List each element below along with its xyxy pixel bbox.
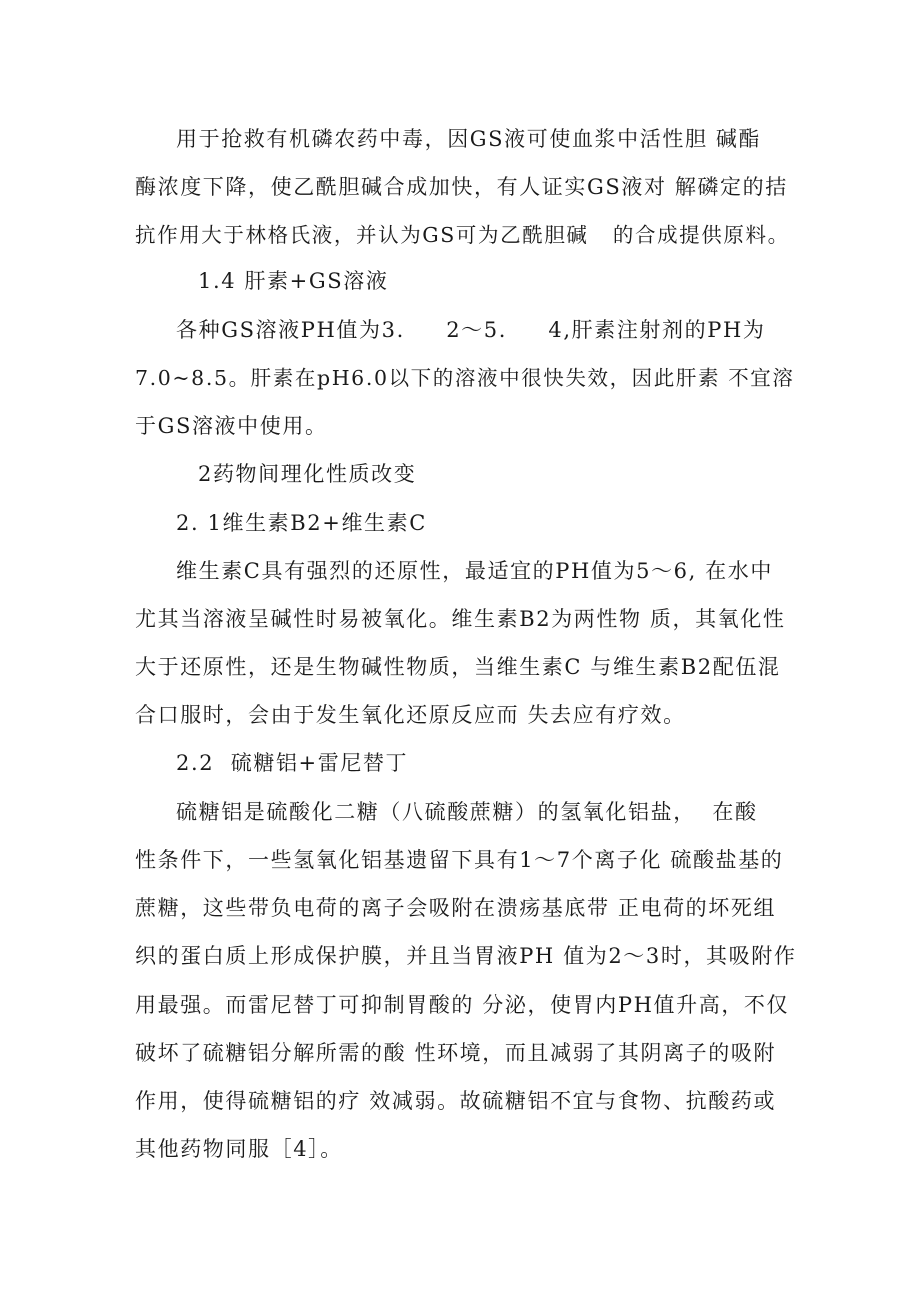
paragraph-line: 硫糖铝是硫酸化二糖（八硫酸蔗糖）的氢氧化铝盐， 在酸 [176,800,758,824]
paragraph-line: 其他药物同服［4］。 [135,1137,343,1161]
paragraph-line: 维生素C具有强烈的还原性，最适宜的PH值为5～6, 在水中 [176,559,773,583]
paragraph-line: 破坏了硫糖铝分解所需的酸 性环境，而且减弱了其阴离子的吸附 [135,1041,777,1065]
paragraph-line: 合口服时，会由于发生氧化还原反应而 失去应有疗效。 [135,703,686,727]
paragraph-line: 尤其当溶液呈碱性时易被氧化。维生素B2为两性物 质，其氧化性 [135,607,786,631]
paragraph-line: 大于还原性，还是生物碱性物质，当维生素C 与维生素B2配伍混 [135,655,781,679]
paragraph-line: 于GS溶液中使用。 [135,414,328,438]
paragraph-line: 各种GS溶液PH值为3. 2～5. 4,肝素注射剂的PH为 [176,318,766,342]
paragraph-line: 织的蛋白质上形成保护膜，并且当胃液PH 值为2～3时，其吸附作 [135,944,797,968]
paragraph-line: 7.0~8.5。肝素在pH6.0以下的溶液中很快失效，因此肝素 不宜溶 [135,366,795,390]
paragraph-line: 抗作用大于林格氏液，并认为GS可为乙酰胆碱 的合成提供原料。 [135,223,790,247]
section-heading: 1.4 肝素+GS溶液 [198,269,389,293]
paragraph-line: 蔗糖，这些带负电荷的离子会吸附在溃疡基底带 正电荷的坏死组 [135,896,777,920]
paragraph-line: 酶浓度下降，使乙酰胆碱合成加快，有人证实GS液对 解磷定的拮 [135,175,788,199]
paragraph-line: 用最强。而雷尼替丁可抑制胃酸的 分泌，使胃内PH值升高，不仅 [135,993,790,1017]
section-heading: 2. 1维生素B2+维生素C [176,511,427,535]
section-heading: 2药物间理化性质改变 [198,462,417,486]
paragraph-line: 性条件下，一些氢氧化铝基遗留下具有1～7个离子化 硫酸盐基的 [135,848,784,872]
section-heading: 2.2 硫糖铝+雷尼替丁 [176,751,409,775]
paragraph-line: 作用，使得硫糖铝的疗 效减弱。故硫糖铝不宜与食物、抗酸药或 [135,1089,777,1113]
paragraph-line: 用于抢救有机磷农药中毒，因GS液可使血浆中活性胆 碱酯 [176,127,762,151]
